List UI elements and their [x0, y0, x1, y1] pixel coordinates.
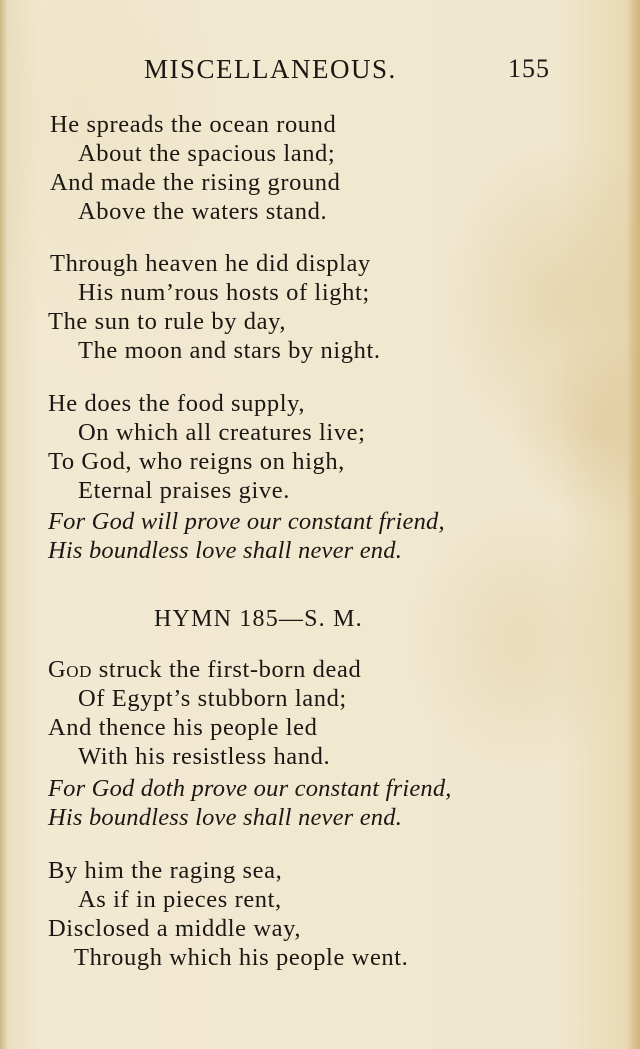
page-header: [0, 52, 640, 86]
verse-line: And made the rising ground: [50, 169, 341, 196]
verse-line: As if in pieces rent,: [78, 886, 282, 913]
page-gutter-shadow: [0, 0, 8, 1049]
chorus-line: For God doth prove our constant friend,: [48, 775, 452, 802]
verse-line: He does the food supply,: [48, 390, 306, 417]
verse-line: About the spacious land;: [78, 140, 336, 167]
drop-word: God: [48, 656, 93, 683]
verse-line: Of Egypt’s stubborn land;: [78, 685, 347, 712]
verse-line: Eternal praises give.: [78, 477, 290, 504]
chorus-line: His boundless love shall never end.: [48, 804, 403, 831]
verse-line: Through which his people went.: [74, 944, 409, 971]
verse-line: With his resistless hand.: [78, 743, 331, 770]
verse-line: The sun to rule by day,: [48, 308, 287, 335]
chorus-line: For God will prove our constant friend,: [48, 508, 445, 535]
page-number: 155: [508, 54, 550, 83]
verse-line: Above the waters stand.: [78, 198, 328, 225]
verse-line: On which all creatures live;: [78, 419, 366, 446]
verse-line: By him the raging sea,: [48, 857, 283, 884]
chorus-line: His boundless love shall never end.: [48, 537, 403, 564]
verse-line-first: [48, 655, 361, 684]
verse-line: His num’rous hosts of light;: [78, 279, 370, 306]
verse-line: Through heaven he did display: [50, 250, 371, 277]
verse-line: He spreads the ocean round: [50, 111, 337, 138]
verse-line: The moon and stars by night.: [78, 337, 381, 364]
verse-line: Disclosed a middle way,: [48, 915, 302, 942]
running-head: MISCELLANEOUS.: [144, 54, 397, 84]
first-line-rest: struck the first-born dead: [92, 656, 362, 683]
verse-line: To God, who reigns on high,: [48, 448, 345, 475]
page-edge-stain: [626, 0, 640, 1049]
verse-line: And thence his people led: [48, 714, 318, 741]
hymn-title: HYMN 185—S. M.: [154, 606, 363, 632]
